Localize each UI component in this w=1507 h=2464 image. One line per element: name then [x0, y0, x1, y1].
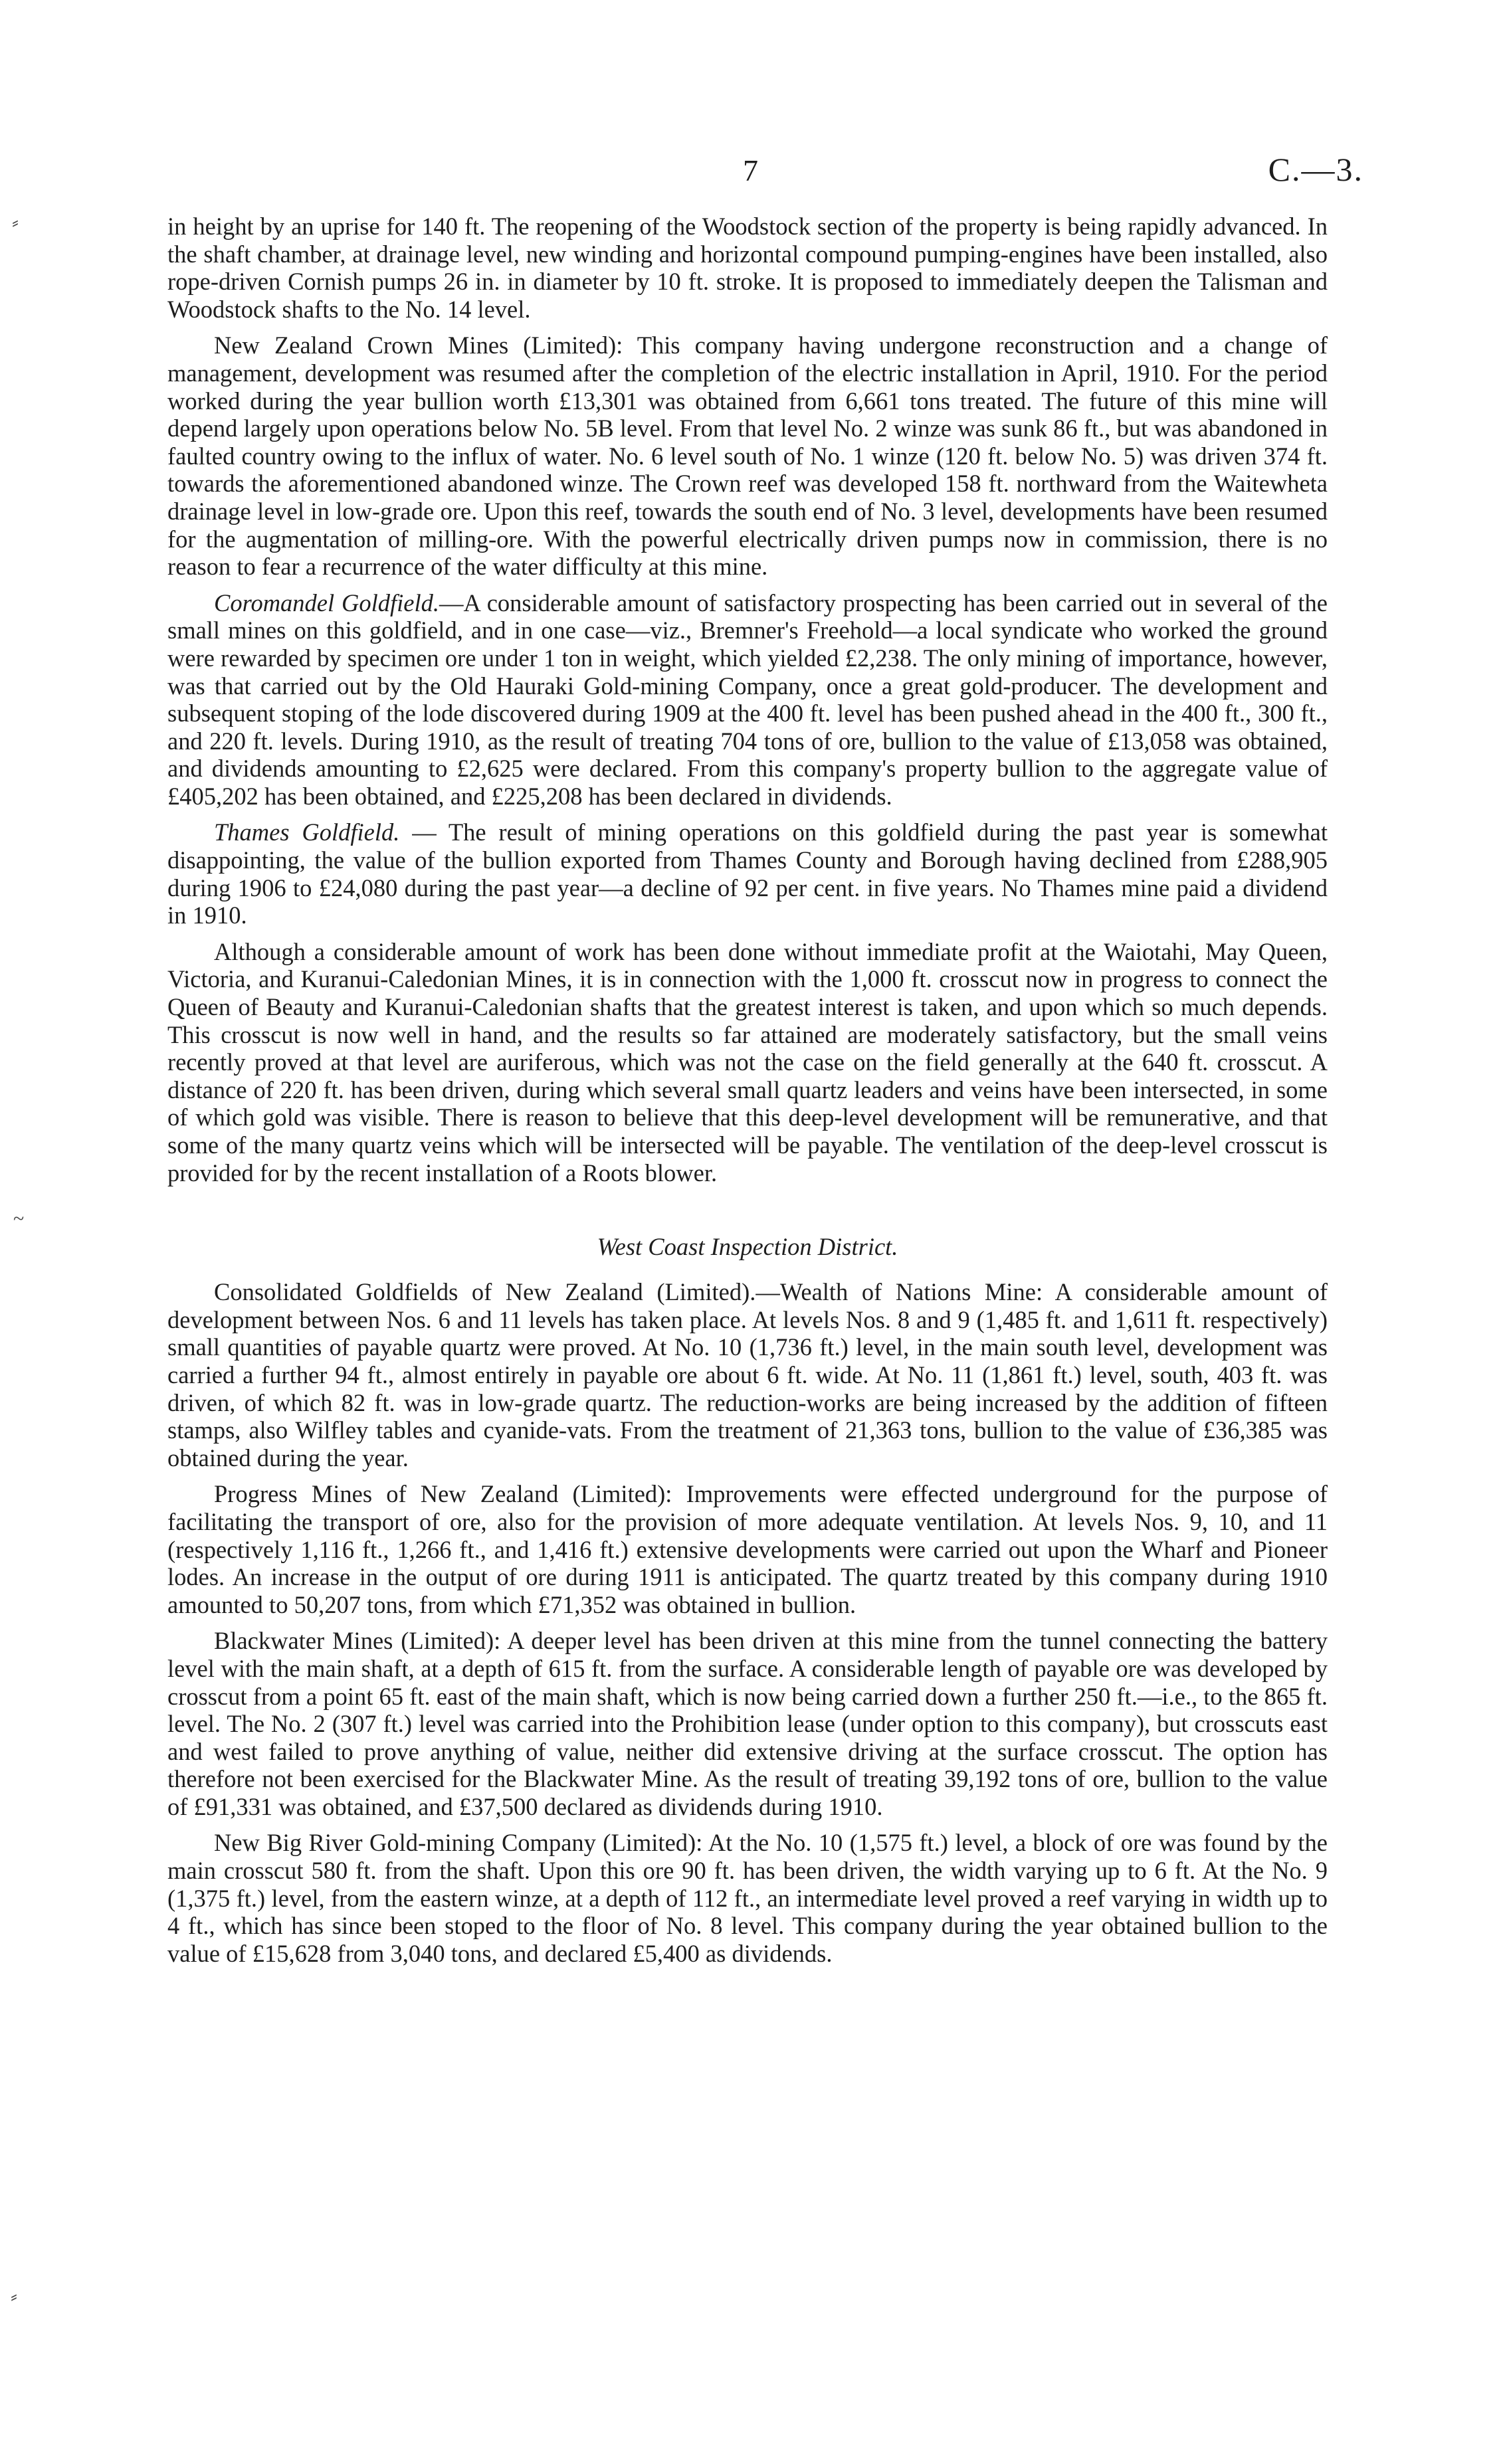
paragraph-coromandel-goldfield — [167, 589, 1328, 810]
coromandel-goldfield-title: Coromandel Goldfield. — [214, 589, 439, 616]
paragraph-woodstock-continuation: in height by an uprise for 140 ft. The reopening of the Woodstock section of the property is being rapidly advanced. In the shaft chamber, at drainage level, new winding and horizontal compound pumping-engines have been installed, also rope-driven Cornish pumps 26 in. in diameter by 10 ft. stroke. It is proposed to immediately deepen the Talisman and Woodstock shafts to the No. 14 level. — [167, 213, 1328, 323]
scan-mark: ~ — [13, 1208, 25, 1230]
paragraph-consolidated-goldfields: Consolidated Goldfields of New Zealand (Limited).—Wealth of Nations Mine: A considerable amount of development between Nos. 6 and 11 levels has taken place. At levels Nos. 8 and 9 (1,485 ft. and 1,611 ft. respectively) small quantities of payable quartz were proved. At No. 10 (1,736 ft.) level, in the main south level, development was carried a further 94 ft., almost entirely in payable ore about 6 ft. wide. At No. 11 (1,861 ft.) level, south, 403 ft. was driven, of which 82 ft. was in low-grade quartz. The reduction-works are being increased by the addition of fifteen stamps, also Wilfley tables and cyanide-vats. From the treatment of 21,363 tons, bullion to the value of £36,385 was obtained during the year. — [167, 1278, 1328, 1471]
paragraph-crown-mines: New Zealand Crown Mines (Limited): This company having undergone reconstruction and a change of management, development was resumed after the completion of the electric installation in April, 1910. For the period worked during the year bullion worth £13,301 was obtained from 6,661 tons treated. The future of this mine will depend largely upon operations below No. 5B level. From that level No. 2 winze was sunk 86 ft., but was abandoned in faulted country owing to the influx of water. No. 6 level south of No. 1 winze (120 ft. below No. 5) was driven 374 ft. towards the aforementioned abandoned winze. The Crown reef was developed 158 ft. northward from the Waitewheta drainage level in low-grade ore. Upon this reef, towards the south end of No. 3 level, developments have been resumed for the augmentation of milling-ore. With the powerful electrically driven pumps now in commission, there is no reason to fear a recurrence of the water difficulty at this mine. — [167, 332, 1328, 581]
section-heading-west-coast: West Coast Inspection District. — [597, 1233, 898, 1261]
thames-goldfield-title: Thames Goldfield. — [214, 818, 400, 846]
thames-goldfield-text: — The result of mining operations on this goldfield during the past year is somewhat disappointing, the value of the bullion exported from Thames County and Borough having declined from £288,905 during 1906 to £24,080 during the past year—a decline of 92 per cent. in five years. No Thames mine paid a dividend in 1910. — [167, 818, 1328, 929]
report-body — [167, 213, 1328, 1976]
paragraph-progress-mines: Progress Mines of New Zealand (Limited): Improvements were effected underground for the purpose of facilitating the transport of ore, also for the provision of more adequate ventilation. At levels Nos. 9, 10, and 11 (respectively 1,116 ft., 1,266 ft., and 1,416 ft.) extensive developments were carried out upon the Wharf and Pioneer lodes. An increase in the output of ore during 1911 is anticipated. The quartz treated by this company during 1910 amounted to 50,207 tons, from which £71,352 was obtained in bullion. — [167, 1480, 1328, 1618]
paragraph-thames-goldfield — [167, 818, 1328, 929]
paragraph-crosscut: Although a considerable amount of work has been done without immediate profit at the Waiotahi, May Queen, Victoria, and Kuranui-Caledonian Mines, it is in connection with the 1,000 ft. crosscut now in progress to connect the Queen of Beauty and Kuranui-Caledonian shafts that the greatest interest is taken, and upon which so much depends. This crosscut is now well in hand, and the results so far attained are moderately satisfactory, but the small veins recently proved at that level are auriferous, which was not the case on the field generally at the 640 ft. crosscut. A distance of 220 ft. has been driven, during which several small quartz leaders and veins have been intersected, in some of which gold was visible. There is reason to believe that this deep-level development will be remunerative, and that some of the many quartz veins which will be intersected will be payable. The ventilation of the deep-level crosscut is provided for by the recent installation of a Roots blower. — [167, 937, 1328, 1186]
paragraph-blackwater-mines: Blackwater Mines (Limited): A deeper level has been driven at this mine from the tunnel connecting the battery level with the main shaft, at a depth of 615 ft. from the surface. A considerable length of payable ore was developed by crosscut from a point 65 ft. east of the main shaft, which is now being carried down a further 250 ft.—i.e., to the 865 ft. level. The No. 2 (307 ft.) level was carried into the Prohibition lease (under option to this company), but crosscuts east and west failed to prove anything of value, neither did extensive driving at the surface crosscut. The option has therefore not been exercised for the Blackwater Mine. As the result of treating 39,192 tons of ore, bullion to the value of £91,331 was obtained, and £37,500 declared as dividends during 1910. — [167, 1627, 1328, 1820]
scan-mark: ⸗ — [11, 2285, 17, 2307]
scan-mark: ⸗ — [12, 211, 19, 233]
document-reference: C.—3. — [1268, 151, 1363, 188]
coromandel-goldfield-text: —A considerable amount of satisfactory prospecting has been carried out in several of the small mines on this goldfield, and in one case—viz., Bremner's Freehold—a local syndicate who worked the ground were rewarded by specimen ore under 1 ton in weight, which yielded £2,238. The only mining of importance, however, was that carried out by the Old Hauraki Gold-mining Company, once a great gold-producer. The development and subsequent stoping of the lode discovered during 1909 at the 400 ft. level has been pushed ahead in the 400 ft., 300 ft., and 220 ft. levels. During 1910, as the result of treating 704 tons of ore, bullion to the value of £13,058 was obtained, and dividends amounting to £2,625 were declared. From this company's property bullion to the aggregate value of £405,202 has been obtained, and £225,208 has been declared in dividends. — [167, 589, 1328, 810]
paragraph-new-big-river: New Big River Gold-mining Company (Limited): At the No. 10 (1,575 ft.) level, a block of ore was found by the main crosscut 580 ft. from the shaft. Upon this ore 90 ft. has been driven, the width varying up to 6 ft. At the No. 9 (1,375 ft.) level, from the eastern winze, at a depth of 112 ft., an intermediate level proved a reef varying in width up to 4 ft., which has since been stoped to the floor of No. 8 level. This company during the year obtained bullion to the value of £15,628 from 3,040 tons, and declared £5,400 as dividends. — [167, 1829, 1328, 1967]
page-number: 7 — [743, 153, 758, 187]
